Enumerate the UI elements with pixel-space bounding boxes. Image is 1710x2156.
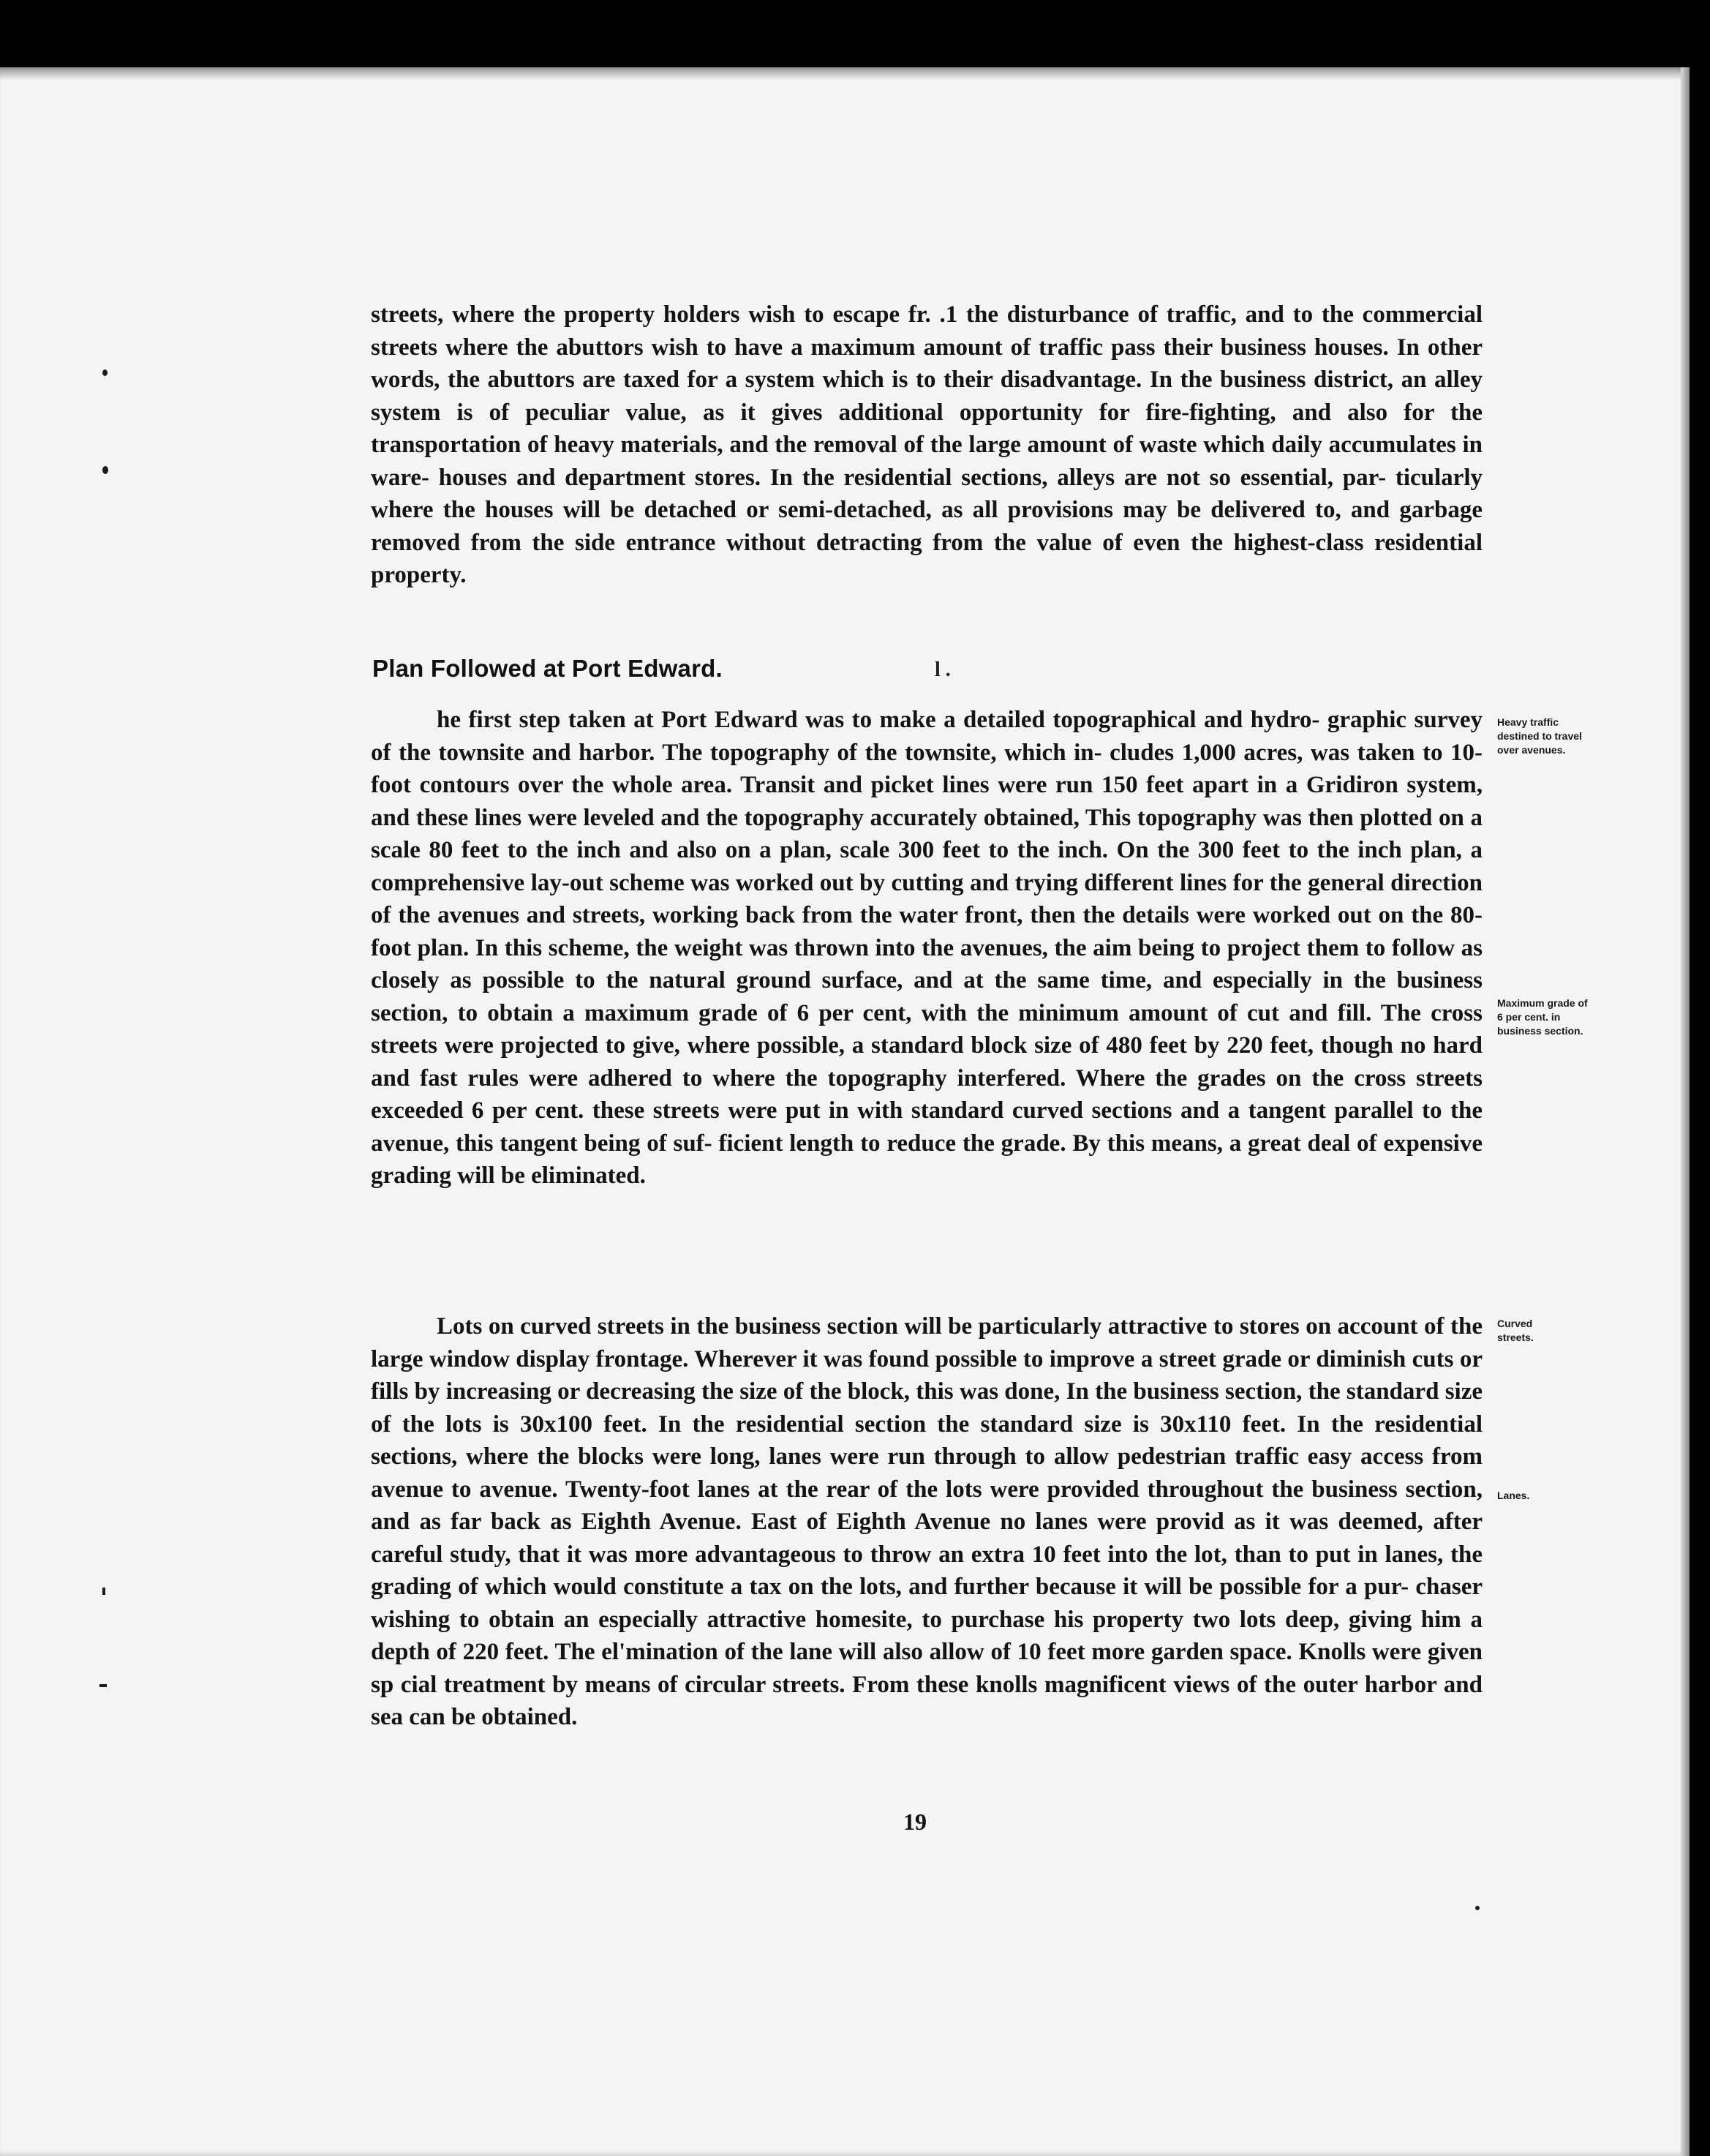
sidenote-maximum-grade: Maximum grade of 6 per cent. in business section.: [1497, 997, 1588, 1037]
margin-dot: [102, 369, 108, 376]
sidenote-curved-streets: Curved streets.: [1497, 1318, 1534, 1343]
sidenote-lanes: Lanes.: [1497, 1490, 1530, 1501]
stray-mark: l .: [935, 658, 951, 681]
margin-dot: [1475, 1906, 1480, 1910]
paragraph-intro: streets, where the property holders wish to escape fr. .1 the disturbance of traffic, and to the commercial streets where the abuttors wish to have a maximum amount of traffic pass their business houses. In other words, the abuttors are taxed for a system which is to their disadvantage. In the business district, an alley system is of peculiar value, as it gives additional opportunity for fire-fighting, and also for the transportation of heavy materials, and the removal of the large amount of waste which daily accumulates in ware- houses and department stores. In the residential sections, alleys are not so essential, par- ticularly where the houses will be detached or semi-detached, as all provisions may be delivered to, and garbage removed from the side entrance without detracting from the value of even the highest-class residential property.: [371, 301, 1483, 588]
margin-tick: [99, 1684, 107, 1687]
page-number: 19: [903, 1808, 927, 1835]
paragraph-survey: he first step taken at Port Edward was to make a detailed topographical and hydro- graphic survey of the townsite and harbor. The topography of the townsite, which in- cludes 1,000 acres, was taken to 10-foot contours over the whole area. Transit and picket lines were run 150 feet apart in a Gridiron system, and these lines were leveled and the topography accurately obtained, This topography was then plotted on a scale 80 feet to the inch and also on a plan, scale 300 feet to the inch. On the 300 feet to the inch plan, a comprehensive lay-out scheme was worked out by cutting and trying different lines for the general direction of the avenues and streets, working back from the water front, then the details were worked out on the 80-foot plan. In this scheme, the weight was thrown into the avenues, the aim being to project them to follow as closely as possible to the natural ground surface, and at the same time, and especially in the business section, to obtain a maximum grade of 6 per cent, with the minimum amount of cut and fill. The cross streets were projected to give, where possible, a standard block size of 480 feet by 220 feet, though no hard and fast rules were adhered to where the topography interfered. Where the grades on the cross streets exceeded 6 per cent. these streets were put in with standard curved sections and a tangent parallel to the avenue, this tangent being of suf- ficient length to reduce the grade. By this means, a great deal of expensive grading will be eliminated.: [371, 707, 1483, 1189]
margin-dot: [102, 466, 108, 474]
paragraph-lots: Lots on curved streets in the business section will be particularly attractive to stores on account of the large window display frontage. Wherever it was found possible to improve a street grade or diminish cuts or fills by increasing or decreasing the size of the block, this was done, In the business section, the standard size of the lots is 30x100 feet. In the residential section the standard size is 30x110 feet. In the residential sections, where the blocks were long, lanes were run through to allow pedestrian traffic easy access from avenue to avenue. Twenty-foot lanes at the rear of the lots were provided throughout the business section, and as far back as Eighth Avenue. East of Eighth Avenue no lanes were provid as it was deemed, after careful study, that it was more advantageous to throw an extra 10 feet into the lot, than to put in lanes, the grading of which would constitute a tax on the lots, and further because it will be possible for a pur- chaser wishing to obtain an especially attractive homesite, to purchase his property two lots deep, giving him a depth of 220 feet. The el'mination of the lane will also allow of 10 feet more garden space. Knolls were given sp cial treatment by means of circular streets. From these knolls magnificent views of the outer harbor and sea can be obtained.: [371, 1313, 1483, 1730]
page-right-edge: [1681, 67, 1690, 2156]
section-heading: Plan Followed at Port Edward.: [372, 655, 723, 682]
sidenote-heavy-traffic: Heavy traffic destined to travel over avenues.: [1497, 716, 1582, 756]
margin-tick: [102, 1588, 105, 1595]
page-top-shadow: [0, 67, 1690, 80]
